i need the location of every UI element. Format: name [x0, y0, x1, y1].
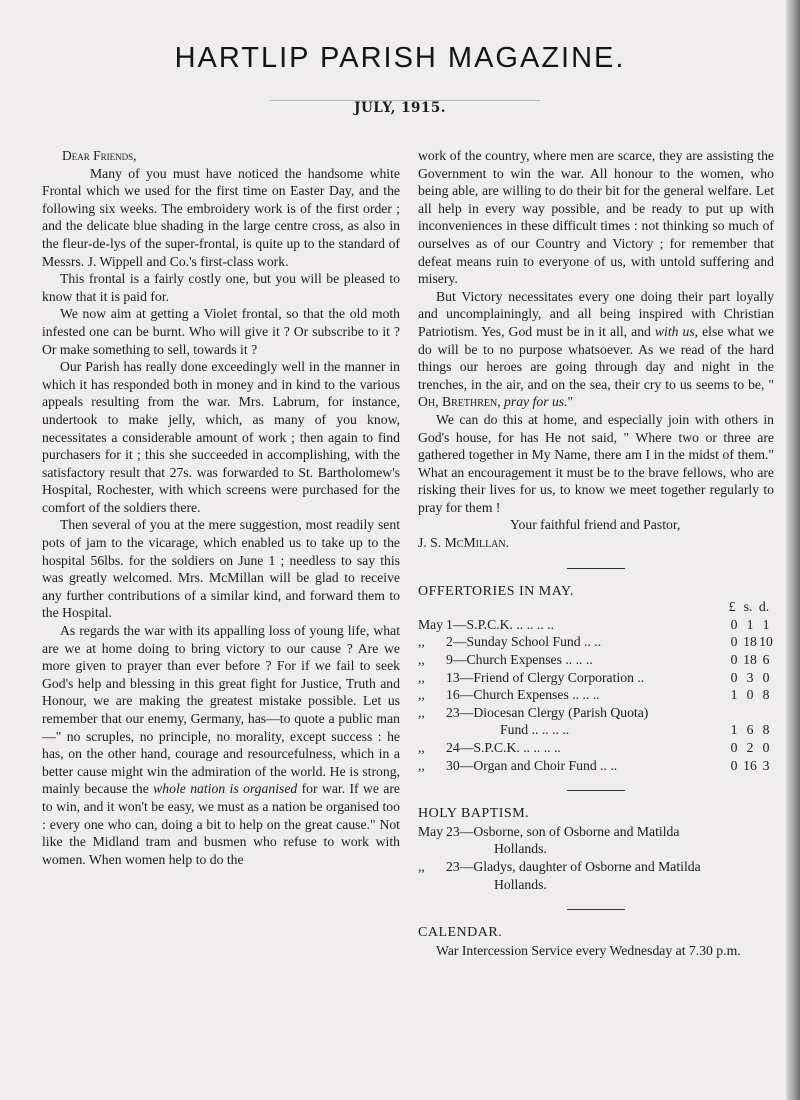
- section-divider: [567, 568, 625, 569]
- closing: Your faithful friend and Pastor,: [510, 517, 681, 533]
- offertory-month: ,,: [418, 757, 425, 773]
- paragraph-continued: work of the country, where men are scarce, they are assisting the Government to win the war. All honour to the women, who being able, are willing to do their bit for the general welfare. Let all help in every way possible, and be ready to put up with inconveniences in these difficult times : not thinking so much of ourselves as of our Country and Victory ; for remember that defeat means ruin to everyone of us, with untold suffering and misery.: [418, 148, 774, 287]
- amount-d: 6: [762, 652, 770, 668]
- paragraph: Many of you must have noticed the handsome white Frontal which we used for the first time on Easter Day, and the following six weeks. The embroidery work is of the first order ; and the delicate blue shading in the large centre cross, as also in the fleur-de-lys of the super-frontal, is quite up to the standard of Messrs. J. Wippell and Co.'s first-class work.: [42, 165, 400, 269]
- offertory-label: 1—S.P.C.K. .. .. .. ..: [446, 616, 555, 632]
- salutation: Dear Friends,: [62, 148, 137, 163]
- offertory-row: [418, 651, 774, 669]
- amount-l: 0: [730, 616, 738, 632]
- amount-l: 0: [730, 634, 738, 650]
- offertory-amount: [726, 757, 774, 775]
- amount-s: 18: [743, 634, 757, 650]
- baptism-text-continued: Hollands.: [494, 841, 547, 857]
- offertory-label: 24—S.P.C.K. .. .. .. ..: [446, 740, 561, 755]
- offertory-amount: [726, 721, 774, 739]
- offertory-row: [418, 704, 774, 722]
- offertory-month: ,,: [418, 652, 425, 668]
- amount-s: 3: [746, 669, 754, 685]
- baptism-month: May: [418, 823, 444, 839]
- amount-l: 0: [730, 757, 738, 773]
- offertory-month: ,,: [418, 740, 425, 755]
- offertory-row: [418, 739, 774, 757]
- amount-l: 0: [730, 669, 738, 685]
- baptism-month: ,,: [418, 858, 425, 874]
- amount-s: 16: [743, 757, 757, 773]
- offertory-amount: [726, 651, 774, 669]
- paragraph: This frontal is a fairly costly one, but you will be pleased to know that it is paid for.: [42, 271, 400, 304]
- baptism-title: HOLY BAPTISM.: [418, 806, 530, 822]
- amount-l: 0: [730, 652, 738, 668]
- offertory-label: 2—Sunday School Fund .. ..: [446, 634, 602, 650]
- offertory-amount: [726, 633, 774, 651]
- amount-s: 18: [743, 652, 757, 668]
- offertory-month: May: [418, 616, 444, 632]
- paragraph: We can do this at home, and especially join with others in God's house, for has He not said, " Where two or three are gathered together in My Name, there am I in the midst of them." What an encouragement it must be to the brave fellows, who are risking their lives for us, to know we meet together regularly to pray for them !: [418, 411, 774, 515]
- paragraph: Our Parish has really done exceedingly well in the manner in which it has responded both in money and in kind to the various appeals resulting from the war. Mrs. Labrum, for instance, undertook to make jelly, which, as many of you know, necessitates a considerable amount of work ; then again to find purchasers for it ; this she succeeded in accomplishing, with the satisfactory result that 27s. was forwarded to St. Bartholomew's Hospital, Rochester, with which screens were purchased for the comfort of the soldiers there.: [42, 359, 400, 515]
- baptism-entry: [418, 858, 774, 876]
- amount-s: 2: [746, 740, 754, 755]
- signature: J. S. McMillan.: [418, 535, 510, 551]
- amount-s: 0: [746, 687, 754, 703]
- amount-d: 3: [762, 757, 770, 773]
- currency-header: £ s. d.: [728, 599, 770, 615]
- left-column: [42, 147, 400, 868]
- offertory-label: 13—Friend of Clergy Corporation ..: [446, 669, 645, 685]
- amount-s: 6: [746, 722, 754, 738]
- offertory-row-continued: [418, 721, 774, 739]
- offertory-row: [418, 616, 774, 634]
- offertory-label: Fund .. .. .. ..: [500, 722, 570, 738]
- amount-d: 0: [762, 740, 770, 755]
- offertory-list: [418, 616, 774, 774]
- baptism-entry: [418, 823, 774, 841]
- amount-s: 1: [746, 616, 754, 632]
- baptism-list: [418, 823, 774, 893]
- offertory-month: ,,: [418, 669, 425, 685]
- offertory-month: ,,: [418, 704, 425, 720]
- calendar-text: War Intercession Service every Wednesday at 7.30 p.m.: [436, 942, 741, 958]
- amount-d: 8: [762, 687, 770, 703]
- baptism-text-continued: Hollands.: [494, 876, 547, 892]
- paragraph: We now aim at getting a Violet frontal, so that the old moth infested one can be burnt. Who will give it ? Or subscribe to it ? Or make something to sell, towards it ?: [42, 306, 400, 357]
- offertory-month: ,,: [418, 687, 425, 703]
- offertory-row: [418, 757, 774, 775]
- offertory-month: ,,: [418, 634, 425, 650]
- paragraph: Then several of you at the mere suggestion, most readily sent pots of jam to the vicarage, which enabled us to take up to the hospital 56lbs. for the soldiers on June 1 ; needless to say this was greatly welcomed. Mrs. McMillan will be glad to receive any further contributions of a similar kind, and forward them to the Hospital.: [42, 517, 400, 621]
- section-divider: [567, 790, 625, 791]
- offertory-row: [418, 669, 774, 687]
- offertory-amount: [726, 616, 774, 634]
- offertory-amount: [726, 686, 774, 704]
- amount-d: 1: [762, 616, 770, 632]
- calendar-title: CALENDAR.: [418, 925, 503, 941]
- offertory-amount: [726, 669, 774, 687]
- section-divider: [567, 909, 625, 910]
- baptism-text: 23—Gladys, daughter of Osborne and Matilda: [446, 858, 701, 874]
- right-column: [418, 147, 774, 959]
- baptism-text: 23—Osborne, son of Osborne and Matilda: [446, 823, 680, 839]
- amount-d: 10: [759, 634, 773, 650]
- offertory-label: 23—Diocesan Clergy (Parish Quota): [446, 704, 649, 720]
- offertory-label: 9—Church Expenses .. .. ..: [446, 652, 593, 668]
- paragraph-victory: But Victory necessitates every one doing their part loyally and uncomplainingly, and all being inspired with Christian Patriotism. Yes, God must be in it all, and with us, else what we do will be to no purpose whatsoever. As we read of the hard things our heroes are going through day and night in the trenches, in the air, and on the sea, their cry to us seems to be, " Oh, Brethren, pray for us.": [418, 288, 774, 410]
- amount-d: 0: [762, 669, 770, 685]
- offertories-title: OFFERTORIES IN MAY.: [418, 583, 574, 599]
- issue-date: JULY, 1915.: [354, 100, 446, 116]
- offertory-label: 30—Organ and Choir Fund .. ..: [446, 757, 618, 773]
- offertory-row: [418, 686, 774, 704]
- amount-l: 1: [730, 722, 738, 738]
- page-edge: [786, 0, 800, 1100]
- amount-l: 0: [730, 740, 738, 755]
- offertory-label: 16—Church Expenses .. .. ..: [446, 687, 600, 703]
- amount-d: 8: [762, 722, 770, 738]
- magazine-title: HARTLIP PARISH MAGAZINE.: [174, 42, 626, 74]
- offertory-row: [418, 633, 774, 651]
- paragraph-war: As regards the war with its appalling loss of young life, what are we at home doing to bring victory to our cause ? Are we more given to prayer than ever before ? For if we fail to seek God's help and blessing in this great fight for Justice, Truth and Honour, we are making the greatest mistake possible. Let us remember that our enemy, Germany, has—to quote a public man—" no scruples, no principle, no morality, except success : he has, on the other hand, courage and resourcefulness, which in a better cause might win the admiration of the world. He is strong, mainly because the whole nation is organised for war. If we are to win, and it won't be easy, we must as a nation be organised too : every one who can, doing a bit to help on the great cause." Not like the Midland tram and busmen who refuse to work with women. When women help to do the: [42, 623, 400, 867]
- amount-l: 1: [730, 687, 738, 703]
- offertory-amount: [726, 739, 774, 757]
